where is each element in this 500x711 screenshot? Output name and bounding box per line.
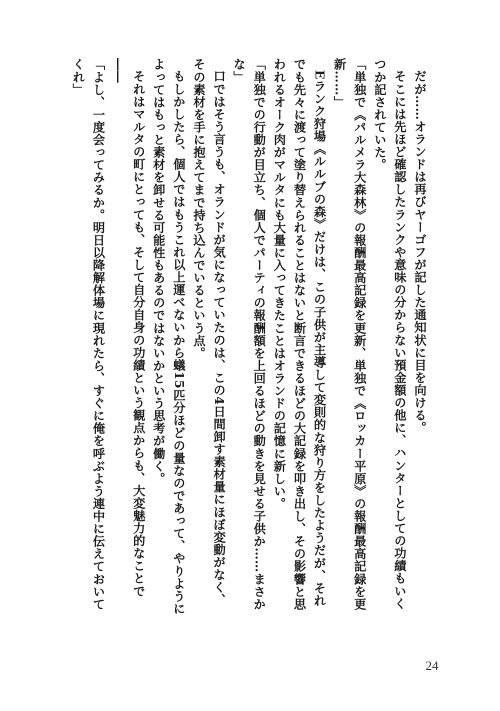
text-line: つか記されていた。: [372, 58, 387, 171]
text-line: もしかしたら、個人ではもうこれ以上運べないから蟻15匹分ほどの量なのであって、やりように: [171, 70, 186, 615]
text-line: 新……」: [332, 58, 347, 109]
text-line: 口ではそう言うも、オランドが気になっていたのは、この4日間卸す素材量にほぼ変動がなく、: [212, 70, 227, 607]
text-line: くれ」: [71, 58, 86, 96]
text-line: われるオーク肉がマルタにも大量に入ってきたことはオランドの記憶に新しい。: [272, 58, 287, 510]
text-line: それはマルタの町にとっても、そして自分自身の功績という観点からも、大変魅力的なことで: [131, 70, 146, 598]
text-line: 「単独で《パルメラ大森林》の報酬最高記録を更新、単独で《ロッカー平原》の報酬最高記録を更: [352, 58, 367, 611]
text-line: な」: [232, 58, 247, 84]
text-line: ――: [111, 58, 126, 84]
text-line: その素材を手に抱えてまで持ち込んでいるという点。: [191, 58, 206, 360]
text-line: Eランク狩場《ルルブの森》だけは、この子供が主導して変則的な狩り方をしたようだが、それ: [312, 70, 327, 607]
vertical-text-body: [68, 58, 430, 626]
page-number: 24: [425, 658, 439, 673]
text-line: よってはもっと素材を卸せる可能性もあるのではないかという思考が働く。: [151, 58, 166, 485]
text-line: 「よし、一度会ってみるか。明日以降解体場に現れたら、すぐに俺を呼ぶよう連中に伝えておいて: [91, 58, 106, 611]
text-line: だが……オランドは再びヤーゴフが記した通知状に目を向ける。: [413, 70, 427, 435]
text-line: そこには先ほど確認したランクや意味の分からない預金額の他に、ハンターとしての功績もいく: [392, 70, 407, 610]
text-line: 「単独での行動が目立ち、個人でパーティの報酬額を上回るほどの動きを見せる子供か……まさか: [252, 58, 267, 611]
text-line: でも先々に渡って塗り替えられることはないと断言できるほどの大記録を叩き出し、その影響と思: [292, 58, 307, 611]
